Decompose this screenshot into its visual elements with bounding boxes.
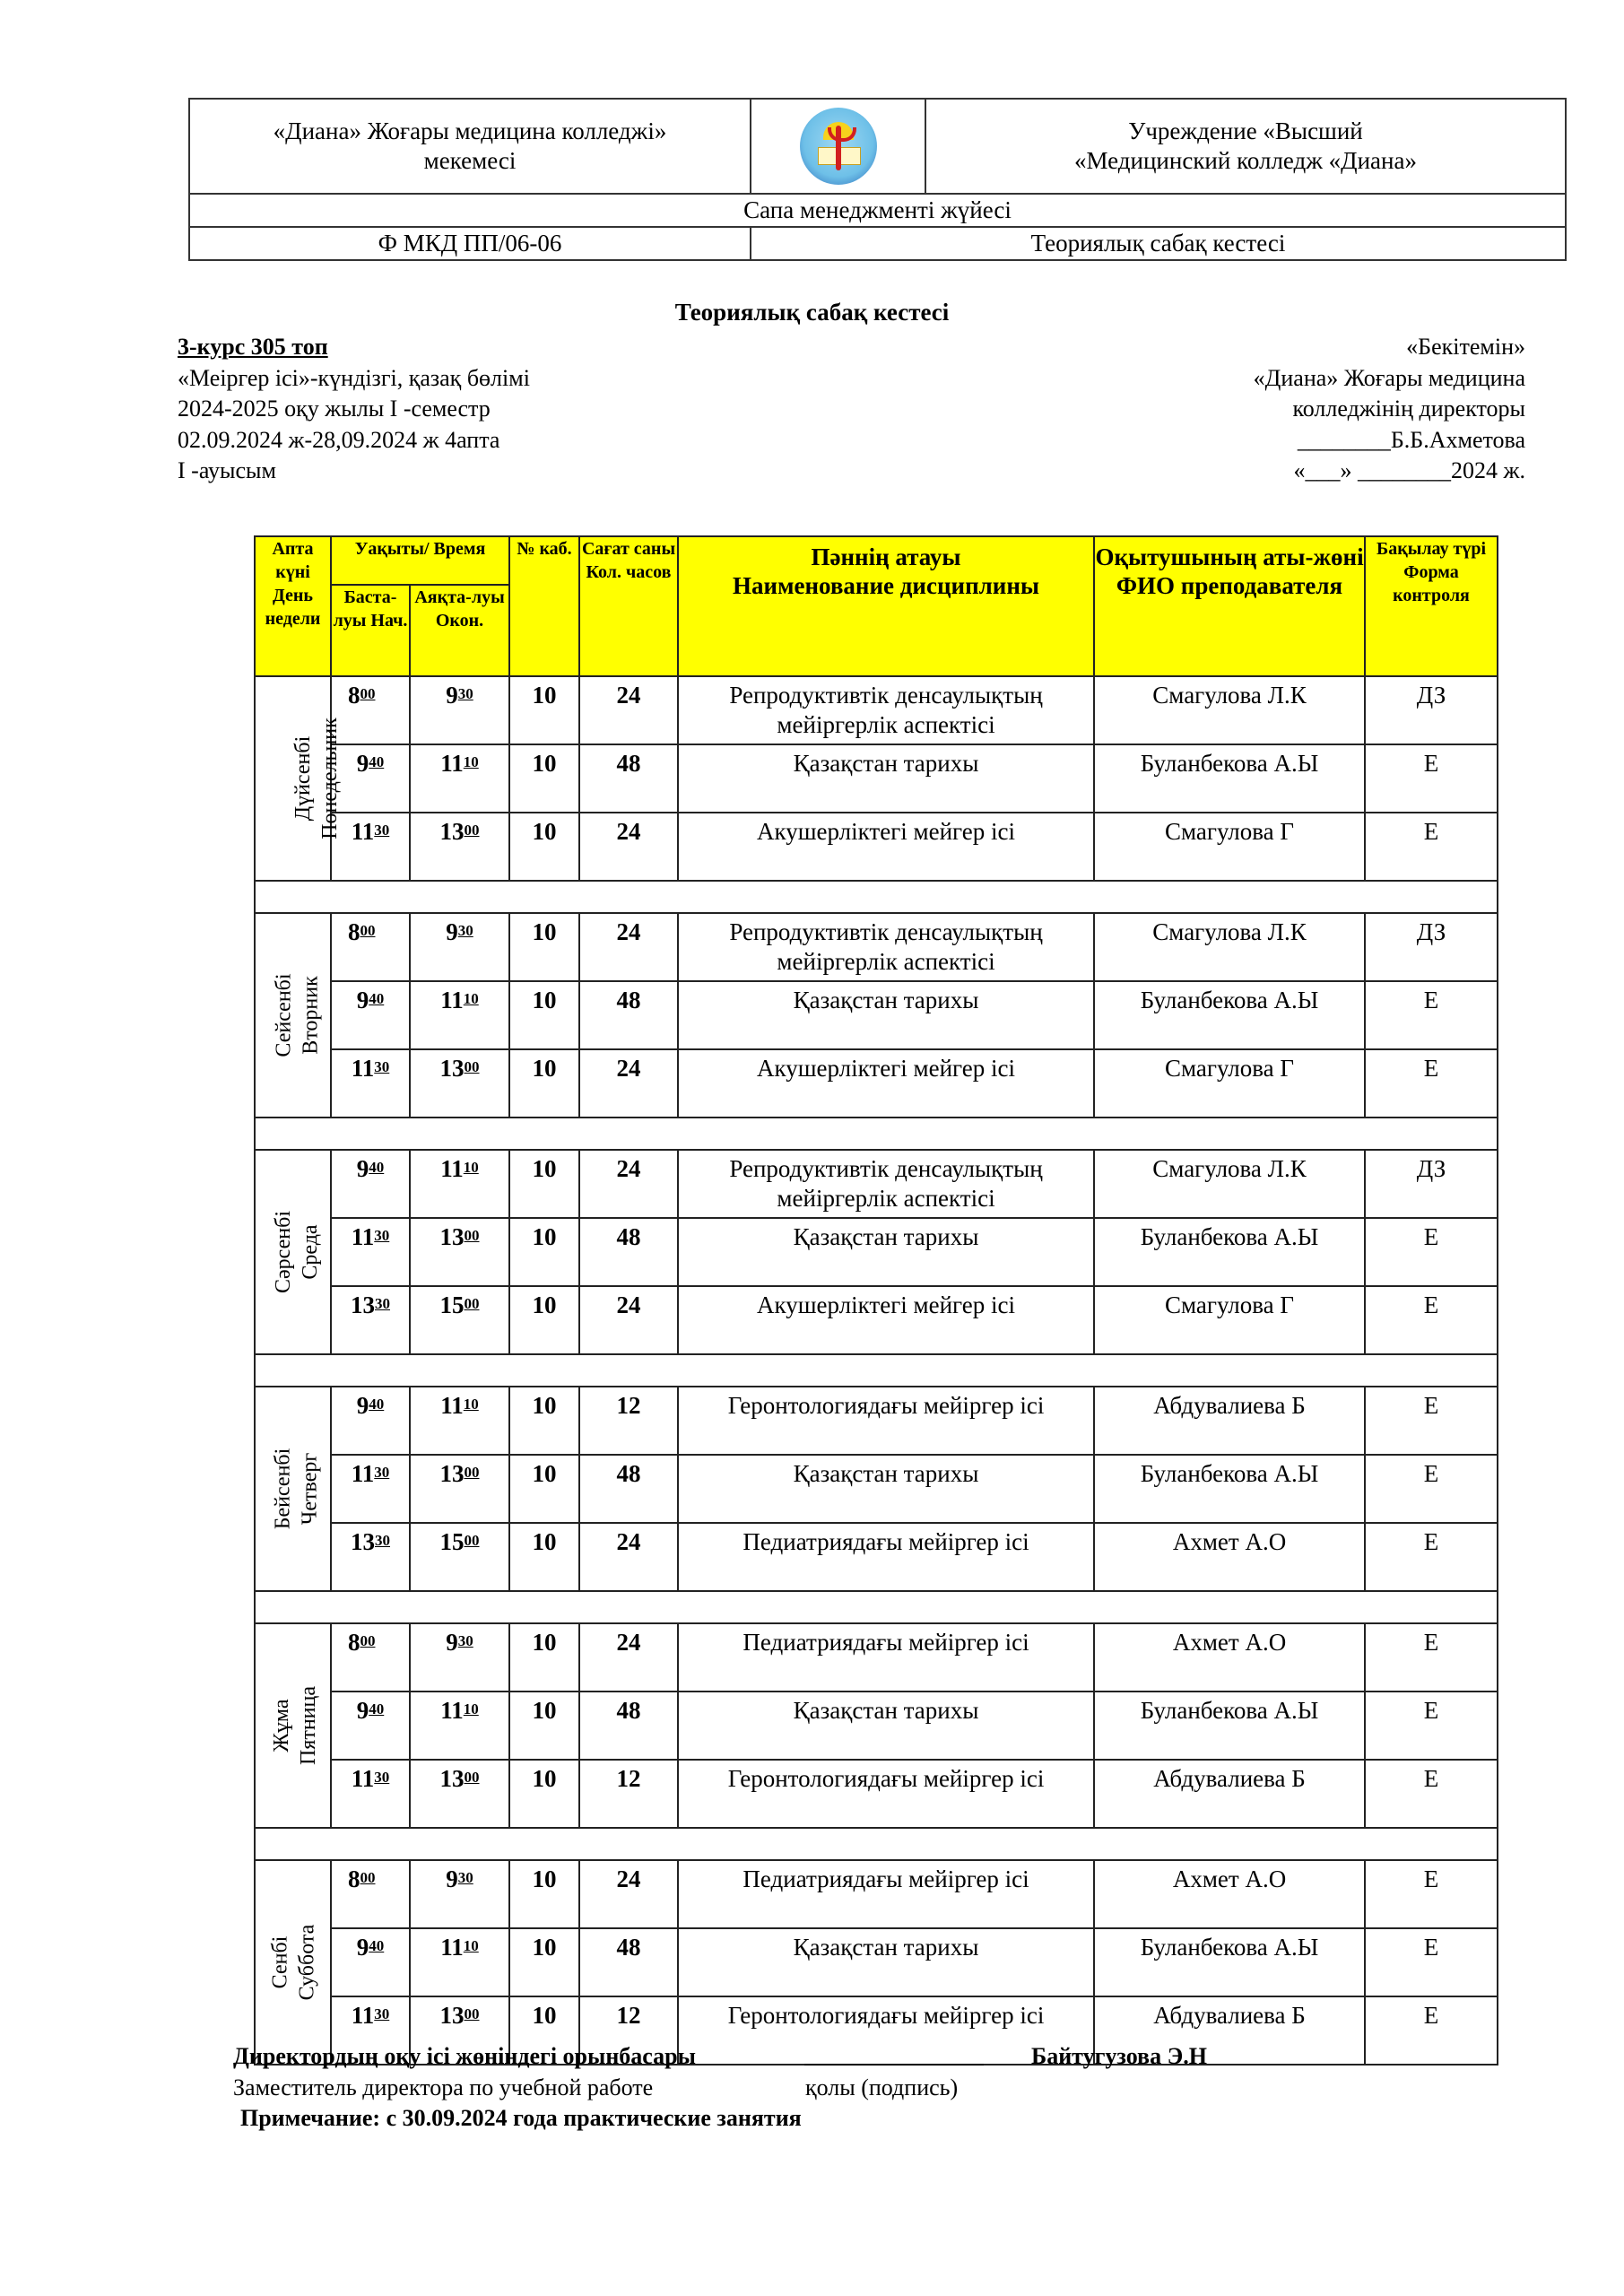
teacher: Абдувалиева Б (1094, 1996, 1365, 2065)
time-minute: 10 (463, 753, 479, 770)
document-header-table (188, 98, 1567, 261)
time-minute: 00 (464, 1532, 480, 1549)
time-minute: 00 (360, 1869, 376, 1886)
cabinet: 10 (509, 1150, 579, 1218)
time-minute: 30 (374, 2005, 390, 2022)
cabinet: 10 (509, 913, 579, 981)
table-row (255, 1049, 1498, 1118)
signature-label: қолы (подпись) (805, 2074, 959, 2100)
shift: І -ауысым (178, 457, 276, 483)
teacher: Смагулова Л.К (1094, 676, 1365, 744)
separator-cell (255, 1354, 1498, 1387)
time-hour: 9 (356, 1155, 369, 1182)
col-discipline (678, 536, 1094, 676)
time-hour: 9 (356, 750, 369, 777)
day-ru: Пятница (297, 1685, 321, 1766)
group-info (178, 332, 530, 487)
hours: 24 (579, 813, 678, 881)
day-kz: Сейсенбі (272, 973, 296, 1057)
time-hour: 9 (446, 918, 458, 945)
time-hour: 11 (351, 2002, 375, 2029)
control-form: Е (1365, 1387, 1498, 1455)
time-minute: 10 (463, 1159, 479, 1176)
end-time (410, 744, 509, 813)
time-hour: 11 (440, 1934, 464, 1961)
day-cell (255, 1150, 331, 1354)
control-form: Е (1365, 1928, 1498, 1996)
end-time (410, 1218, 509, 1286)
time-minute: 30 (457, 685, 473, 702)
institution-ru-line2: «Медицинский колледж «Диана» (1074, 147, 1417, 174)
time-minute: 30 (374, 1227, 390, 1244)
time-hour: 13 (439, 1765, 465, 1792)
time-hour: 9 (356, 1392, 369, 1419)
day-label (266, 1925, 320, 2001)
approval-block (1254, 332, 1525, 487)
cabinet: 10 (509, 813, 579, 881)
director-signature: ________Б.Б.Ахметова (1297, 426, 1525, 453)
table-row (255, 1760, 1498, 1828)
table-row (255, 1150, 1498, 1218)
day-kz: Жұма (270, 1699, 294, 1752)
hours: 24 (579, 1286, 678, 1354)
separator-cell (255, 881, 1498, 913)
day-label (290, 718, 343, 839)
time-hour: 11 (351, 1223, 375, 1250)
hours: 48 (579, 981, 678, 1049)
time-hour: 9 (446, 682, 458, 709)
col-hours: Сағат саны Кол. часов (579, 536, 678, 676)
time-hour: 11 (440, 750, 464, 777)
table-row (255, 1928, 1498, 1996)
time-hour: 13 (439, 2002, 465, 2029)
cabinet: 10 (509, 1860, 579, 1928)
header-institution-kz (189, 99, 751, 194)
time-hour: 11 (351, 818, 375, 845)
discipline: Репродуктивтік денсаулықтың мейіргерлік аспектісі (678, 1150, 1094, 1218)
time-minute: 10 (463, 1937, 479, 1954)
teacher: Ахмет А.О (1094, 1623, 1365, 1692)
teacher: Смагулова Л.К (1094, 1150, 1365, 1218)
signature-line (804, 2064, 984, 2066)
start-time (331, 1455, 410, 1523)
discipline: Қазақстан тарихы (678, 1218, 1094, 1286)
time-hour: 13 (439, 818, 465, 845)
hours: 12 (579, 1760, 678, 1828)
control-form: Е (1365, 1860, 1498, 1928)
teacher: Буланбекова А.Ы (1094, 1928, 1365, 1996)
discipline: Репродуктивтік денсаулықтың мейіргерлік аспектісі (678, 913, 1094, 981)
day-label (269, 1448, 323, 1530)
institution-kz-line2: мекемесі (423, 147, 517, 174)
day-separator (255, 1828, 1498, 1860)
day-ru: Понедельник (317, 718, 342, 839)
teacher: Буланбекова А.Ы (1094, 1218, 1365, 1286)
discipline: Педиатриядағы мейіргер ісі (678, 1623, 1094, 1692)
cabinet: 10 (509, 1996, 579, 2065)
deputy-title-ru: Заместитель директора по учебной работе (233, 2074, 654, 2100)
form-code: Ф МКД ПП/06-06 (189, 227, 751, 260)
time-minute: 30 (374, 1464, 390, 1481)
cabinet: 10 (509, 1218, 579, 1286)
teacher: Ахмет А.О (1094, 1523, 1365, 1591)
time-minute: 10 (463, 1700, 479, 1718)
day-ru: Вторник (299, 976, 323, 1055)
time-minute: 30 (375, 1532, 390, 1549)
day-kz: Сәрсенбі (271, 1211, 295, 1293)
end-time (410, 1928, 509, 1996)
discipline: Акушерліктегі мейгер ісі (678, 813, 1094, 881)
day-label (270, 1211, 324, 1293)
approve-line2: «Диана» Жоғары медицина (1253, 364, 1525, 391)
discipline: Қазақстан тарихы (678, 1692, 1094, 1760)
time-minute: 30 (374, 1058, 390, 1075)
institution-kz-line1: «Диана» Жоғары медицина колледжі» (273, 117, 667, 144)
time-minute: 30 (457, 922, 473, 939)
day-separator (255, 1118, 1498, 1150)
teacher: Буланбекова А.Ы (1094, 744, 1365, 813)
page-title: Теориялық сабақ кестесі (674, 299, 950, 326)
time-hour: 9 (356, 1697, 369, 1724)
time-hour: 11 (440, 987, 464, 1013)
discipline: Геронтологиядағы мейіргер ісі (678, 1760, 1094, 1828)
control-form: Е (1365, 1760, 1498, 1828)
discipline: Геронтологиядағы мейіргер ісі (678, 1387, 1094, 1455)
teacher: Абдувалиева Б (1094, 1760, 1365, 1828)
control-form: Е (1365, 1218, 1498, 1286)
time-hour: 11 (440, 1155, 464, 1182)
col-time: Уақыты/ Время (331, 536, 509, 585)
table-row (255, 1455, 1498, 1523)
start-time (331, 1218, 410, 1286)
discipline: Қазақстан тарихы (678, 1928, 1094, 1996)
time-hour: 8 (348, 1629, 360, 1656)
time-minute: 00 (464, 822, 480, 839)
time-minute: 00 (464, 1769, 480, 1786)
discipline: Қазақстан тарихы (678, 981, 1094, 1049)
control-form: Е (1365, 1455, 1498, 1523)
hours: 24 (579, 676, 678, 744)
header-institution-ru (925, 99, 1566, 194)
quality-system-label: Сапа менеджменті жүйесі (189, 194, 1566, 227)
day-cell (255, 913, 331, 1118)
time-minute: 10 (463, 990, 479, 1007)
hours: 24 (579, 1523, 678, 1591)
college-emblem-icon (800, 108, 877, 185)
col-start: Баста-луы Нач. (331, 585, 410, 676)
time-hour: 11 (351, 1765, 375, 1792)
end-time (410, 1387, 509, 1455)
discipline: Акушерліктегі мейгер ісі (678, 1286, 1094, 1354)
time-minute: 40 (369, 1396, 385, 1413)
teacher: Буланбекова А.Ы (1094, 981, 1365, 1049)
time-hour: 11 (440, 1697, 464, 1724)
control-form: ДЗ (1365, 1150, 1498, 1218)
cabinet: 10 (509, 981, 579, 1049)
time-minute: 40 (369, 1159, 385, 1176)
teacher: Буланбекова А.Ы (1094, 1692, 1365, 1760)
start-time (331, 913, 410, 981)
day-separator (255, 1591, 1498, 1623)
day-ru: Среда (298, 1224, 322, 1280)
separator-cell (255, 1118, 1498, 1150)
discipline: Педиатриядағы мейіргер ісі (678, 1860, 1094, 1928)
table-row (255, 1860, 1498, 1928)
start-time (331, 1623, 410, 1692)
end-time (410, 1049, 509, 1118)
period: 02.09.2024 ж-28,09.2024 ж 4апта (178, 426, 500, 453)
discipline: Репродуктивтік денсаулықтың мейіргерлік аспектісі (678, 676, 1094, 744)
table-row (255, 1623, 1498, 1692)
time-hour: 11 (440, 1392, 464, 1419)
hours: 24 (579, 1860, 678, 1928)
end-time (410, 1623, 509, 1692)
deputy-name: Байтугузова Э.Н (1031, 2043, 1207, 2069)
cabinet: 10 (509, 1387, 579, 1455)
end-time (410, 1455, 509, 1523)
table-row (255, 676, 1498, 744)
discipline: Акушерліктегі мейгер ісі (678, 1049, 1094, 1118)
col-discipline-kz: Пәннің атауы (811, 544, 961, 570)
time-hour: 9 (446, 1629, 458, 1656)
table-row (255, 913, 1498, 981)
schedule-body (255, 676, 1498, 2065)
control-form: ДЗ (1365, 913, 1498, 981)
teacher: Абдувалиева Б (1094, 1387, 1365, 1455)
col-day: Апта күні День недели (255, 536, 331, 676)
end-time (410, 1286, 509, 1354)
control-form: Е (1365, 813, 1498, 881)
end-time (410, 1760, 509, 1828)
time-minute: 40 (369, 1700, 385, 1718)
cabinet: 10 (509, 676, 579, 744)
time-minute: 40 (369, 753, 385, 770)
form-name: Теориялық сабақ кестесі (751, 227, 1566, 260)
start-time (331, 1523, 410, 1591)
day-label (271, 973, 325, 1057)
start-time (331, 1760, 410, 1828)
teacher: Смагулова Г (1094, 1049, 1365, 1118)
control-form: Е (1365, 1049, 1498, 1118)
hours: 24 (579, 1623, 678, 1692)
table-row (255, 1523, 1498, 1591)
teacher: Смагулова Г (1094, 813, 1365, 881)
separator-cell (255, 1828, 1498, 1860)
col-teacher: Оқытушының аты-жөні ФИО преподавателя (1094, 536, 1365, 676)
hours: 48 (579, 1692, 678, 1760)
day-cell (255, 1860, 331, 2065)
separator-cell (255, 1591, 1498, 1623)
time-minute: 30 (374, 1769, 390, 1786)
approve-date: «___» ________2024 ж. (1293, 457, 1525, 483)
institution-ru-line1: Учреждение «Высший (1128, 117, 1363, 144)
start-time (331, 1150, 410, 1218)
start-time (331, 1692, 410, 1760)
day-kz: Дүйсенбі (291, 735, 315, 822)
schedule-table (254, 535, 1498, 2066)
end-time (410, 1692, 509, 1760)
academic-year: 2024-2025 оқу жылы І -семестр (178, 396, 491, 422)
teacher: Смагулова Л.К (1094, 913, 1365, 981)
time-hour: 8 (348, 1866, 360, 1892)
time-minute: 00 (360, 1632, 376, 1649)
time-hour: 11 (351, 1460, 375, 1487)
deputy-title-kz: Директордың оқу ісі жөніндегі орынбасары (233, 2043, 696, 2069)
control-form: Е (1365, 981, 1498, 1049)
cabinet: 10 (509, 1049, 579, 1118)
time-hour: 8 (348, 918, 360, 945)
day-cell (255, 1387, 331, 1591)
hours: 48 (579, 1218, 678, 1286)
discipline: Геронтологиядағы мейіргер ісі (678, 1996, 1094, 2065)
start-time (331, 1286, 410, 1354)
time-minute: 30 (375, 1295, 390, 1312)
time-minute: 00 (464, 1464, 480, 1481)
cabinet: 10 (509, 1623, 579, 1692)
day-kz: Бейсенбі (271, 1448, 295, 1530)
table-row (255, 1387, 1498, 1455)
time-minute: 00 (464, 1295, 480, 1312)
time-minute: 00 (360, 685, 376, 702)
control-form: Е (1365, 1286, 1498, 1354)
approve-label: «Бекітемін» (1406, 334, 1525, 360)
cabinet: 10 (509, 1523, 579, 1591)
end-time (410, 913, 509, 981)
hours: 12 (579, 1996, 678, 2065)
time-minute: 00 (464, 2005, 480, 2022)
col-control: Бақылау түрі Форма контроля (1365, 536, 1498, 676)
teacher: Буланбекова А.Ы (1094, 1455, 1365, 1523)
table-row (255, 744, 1498, 813)
day-cell (255, 676, 342, 881)
table-row (255, 1286, 1498, 1354)
discipline: Педиатриядағы мейіргер ісі (678, 1523, 1094, 1591)
time-minute: 40 (369, 1937, 385, 1954)
day-cell (255, 1623, 331, 1828)
end-time (410, 1523, 509, 1591)
end-time (410, 813, 509, 881)
teacher: Ахмет А.О (1094, 1860, 1365, 1928)
hours: 48 (579, 1928, 678, 1996)
control-form: ДЗ (1365, 676, 1498, 744)
control-form: Е (1365, 744, 1498, 813)
cabinet: 10 (509, 744, 579, 813)
start-time (331, 981, 410, 1049)
end-time (410, 676, 509, 744)
time-minute: 40 (369, 990, 385, 1007)
discipline: Қазақстан тарихы (678, 1455, 1094, 1523)
time-hour: 9 (356, 1934, 369, 1961)
day-ru: Четверг (298, 1452, 322, 1526)
control-form: Е (1365, 1623, 1498, 1692)
start-time (331, 1928, 410, 1996)
time-hour: 9 (356, 987, 369, 1013)
time-hour: 13 (439, 1055, 465, 1082)
time-minute: 30 (457, 1869, 473, 1886)
time-minute: 00 (464, 1227, 480, 1244)
time-hour: 15 (439, 1292, 465, 1318)
time-minute: 00 (360, 922, 376, 939)
table-row (255, 1218, 1498, 1286)
time-hour: 9 (446, 1866, 458, 1892)
teacher: Смагулова Г (1094, 1286, 1365, 1354)
time-hour: 8 (348, 682, 360, 709)
time-minute: 30 (374, 822, 390, 839)
control-form: Е (1365, 1523, 1498, 1591)
start-time (331, 1049, 410, 1118)
header-logo-cell (751, 99, 925, 194)
end-time (410, 981, 509, 1049)
time-hour: 13 (439, 1223, 465, 1250)
day-kz: Сенбі (268, 1935, 292, 1989)
start-time (331, 1387, 410, 1455)
time-minute: 00 (464, 1058, 480, 1075)
hours: 24 (579, 913, 678, 981)
control-form: Е (1365, 1692, 1498, 1760)
hours: 24 (579, 1049, 678, 1118)
discipline: Қазақстан тарихы (678, 744, 1094, 813)
day-separator (255, 881, 1498, 913)
approve-line3: колледжінің директоры (1292, 396, 1525, 422)
cabinet: 10 (509, 1928, 579, 1996)
col-discipline-ru: Наименование дисциплины (733, 572, 1039, 599)
cabinet: 10 (509, 1692, 579, 1760)
day-ru: Суббота (295, 1924, 319, 2001)
end-time (410, 1150, 509, 1218)
time-minute: 30 (457, 1632, 473, 1649)
time-hour: 13 (439, 1460, 465, 1487)
day-separator (255, 1354, 1498, 1387)
cabinet: 10 (509, 1286, 579, 1354)
specialty: «Меіргер ісі»-күндізгі, қазақ бөлімі (178, 364, 530, 391)
end-time (410, 1860, 509, 1928)
time-hour: 11 (351, 1055, 375, 1082)
hours: 48 (579, 744, 678, 813)
table-row (255, 813, 1498, 881)
hours: 48 (579, 1455, 678, 1523)
note: Примечание: с 30.09.2024 года практические занятия (240, 2105, 802, 2131)
table-row (255, 1692, 1498, 1760)
time-hour: 13 (351, 1292, 375, 1318)
time-hour: 15 (439, 1528, 465, 1555)
table-row (255, 981, 1498, 1049)
control-form: Е (1365, 1996, 1498, 2065)
cabinet: 10 (509, 1760, 579, 1828)
start-time (331, 1860, 410, 1928)
cabinet: 10 (509, 1455, 579, 1523)
hours: 24 (579, 1150, 678, 1218)
col-end: Аяқта-луы Окон. (410, 585, 509, 676)
time-hour: 13 (351, 1528, 375, 1555)
hours: 12 (579, 1387, 678, 1455)
col-cab: № каб. (509, 536, 579, 676)
group-label: 3-курс 305 топ (178, 334, 328, 360)
time-minute: 10 (463, 1396, 479, 1413)
day-label (268, 1686, 322, 1765)
